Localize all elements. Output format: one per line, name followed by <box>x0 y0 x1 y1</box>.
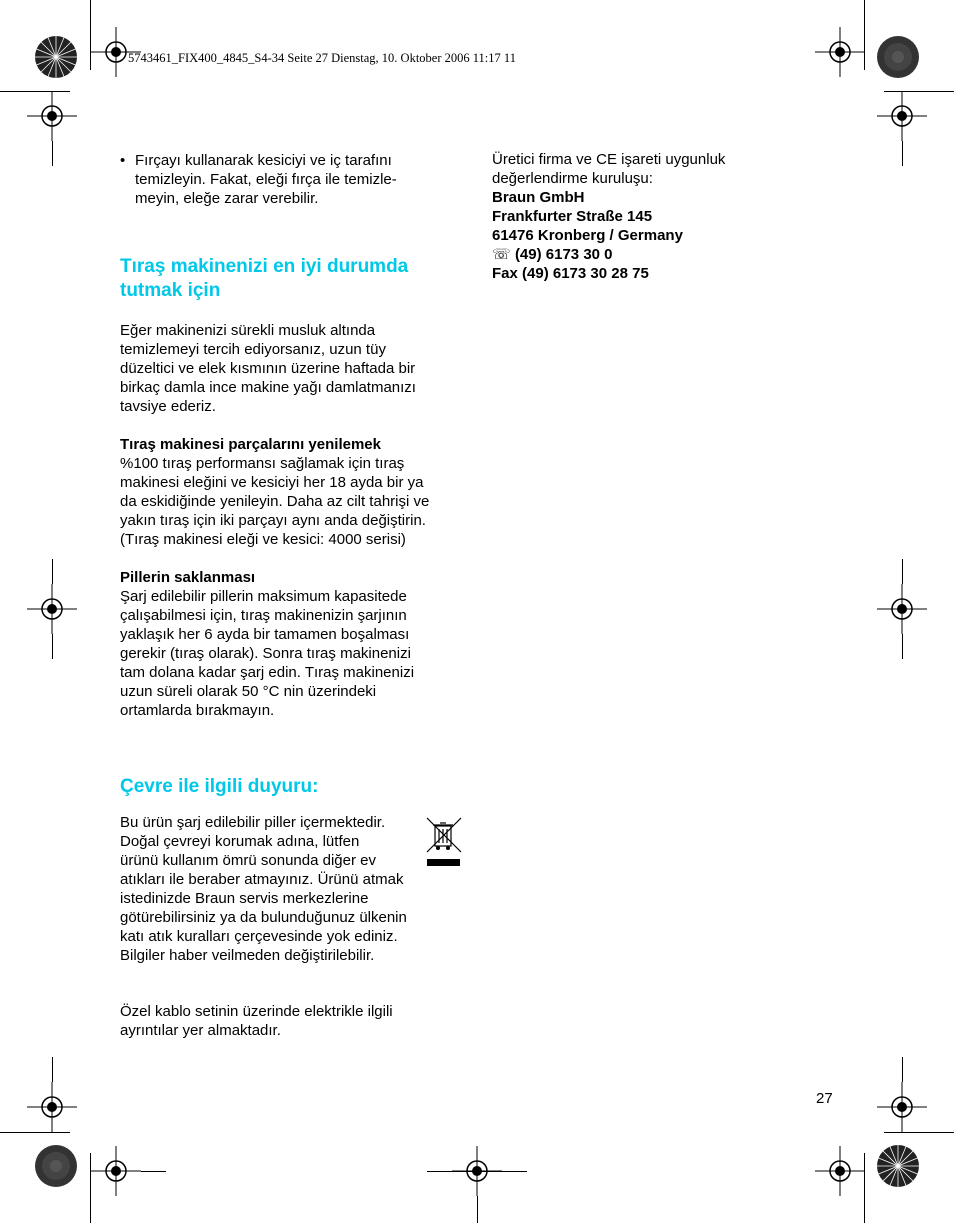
registration-mark-icon <box>877 584 927 634</box>
subheading: Tıraş makinesi parçalarını yenilemek <box>120 436 381 453</box>
text-line: çalışabilmesi için, tıraş makinenizin şarjının <box>120 607 407 624</box>
text-line: meyin, eleğe zarar verebilir. <box>135 190 319 207</box>
text-line: tam dolana kadar şarj edin. Tıraş makinenizi <box>120 664 415 681</box>
text-line: ürünü kullanım ömrü sonunda diğer ev <box>120 852 376 869</box>
phone-icon: ☏ <box>492 245 511 263</box>
text-line: Bilgiler haber veilmeden değiştirilebilir. <box>120 947 375 964</box>
text-line: götürebilirsiniz ya da bulunduğunuz ülkenin <box>120 909 407 926</box>
text-line: ayrıntılar yer almaktadır. <box>120 1022 281 1039</box>
star-target-icon <box>34 35 78 84</box>
text-line: yaklaşık her 6 ayda bir tamamen boşalması <box>120 626 410 643</box>
manufacturer-block <box>492 150 792 283</box>
text-line: uzun süreli olarak 50 °C nin üzerindeki <box>120 683 377 700</box>
registration-mark-icon <box>877 91 927 141</box>
crossed-bin-icon <box>425 817 463 869</box>
phone-number: (49) 6173 30 0 <box>514 246 613 263</box>
paragraph <box>120 1002 465 1040</box>
text-line: da eskidiğinde yenileyin. Daha az cilt tahrişi ve <box>120 493 430 510</box>
text-line: gerekir (tıraş olarak). Sonra tıraş makinenizi <box>120 645 411 662</box>
text-line: (Tıraş makinesi eleği ve kesici: 4000 serisi) <box>120 531 406 548</box>
text-line: Şarj edilebilir pillerin maksimum kapasitede <box>120 588 407 605</box>
text-line: istedinizde Braun servis merkezlerine <box>120 890 369 907</box>
trim-line <box>0 1132 70 1133</box>
trim-line <box>52 559 53 584</box>
text-line: Özel kablo setinin üzerinde elektrikle ilgili <box>120 1003 393 1020</box>
trim-line <box>52 1057 53 1082</box>
star-target-icon <box>876 35 920 84</box>
text-line: makinesi eleğini ve kesiciyi her 18 ayda bir ya <box>120 474 424 491</box>
text-line: değerlendirme kuruluşu: <box>492 170 653 187</box>
text-line: temizleyin. Fakat, eleği fırça ile temizle- <box>135 171 397 188</box>
page-number: 27 <box>816 1090 833 1107</box>
heading-line: Tıraş makinenizi en iyi durumda <box>120 256 409 277</box>
text-line: temizlemeyi tercih ediyorsanız, uzun tüy <box>120 341 386 358</box>
paragraph <box>120 813 465 965</box>
fax-line <box>492 264 792 283</box>
text-line: Doğal çevreyi korumak adına, lütfen <box>120 833 360 850</box>
trim-line <box>477 1196 478 1223</box>
text-line: Eğer makinenizi sürekli musluk altında <box>120 322 376 339</box>
paragraph <box>120 321 465 416</box>
text-line: ortamlarda bırakmayın. <box>120 702 275 719</box>
section-heading: Çevre ile ilgili duyuru: <box>120 776 319 797</box>
trim-line <box>884 1132 954 1133</box>
bullet-item <box>120 151 480 208</box>
star-target-icon <box>876 1144 920 1193</box>
trim-line <box>141 1171 166 1172</box>
text-line: Bu ürün şarj edilebilir piller içermektedir. <box>120 814 386 831</box>
trim-line <box>52 141 53 166</box>
company-name: Braun GmbH <box>492 189 585 206</box>
star-target-icon <box>34 1144 78 1193</box>
registration-mark-icon <box>27 584 77 634</box>
text-line: düzeltici ve elek kısmının üzerine haftada bir <box>120 360 416 377</box>
registration-mark-icon <box>815 27 865 77</box>
city-address: 61476 Kronberg / Germany <box>492 227 683 244</box>
text-line: • Fırçayı kullanarak kesiciyi ve iç tarafını <box>135 152 392 169</box>
text-line: Üretici firma ve CE işareti uygunluk <box>492 151 726 168</box>
text-line: atıkları ile beraber atmayınız. Ürünü atmak <box>120 871 404 888</box>
heading-line: tutmak için <box>120 280 221 301</box>
registration-mark-icon <box>27 91 77 141</box>
fax-number: (49) 6173 30 28 75 <box>522 265 649 282</box>
text-line: birkaç damla ince makine yağı damlatmanızı <box>120 379 416 396</box>
registration-mark-icon <box>27 1082 77 1132</box>
subheading: Pillerin saklanması <box>120 569 256 586</box>
text-line: tavsiye ederiz. <box>120 398 216 415</box>
trim-line <box>902 634 903 659</box>
trim-line <box>52 634 53 659</box>
registration-mark-icon <box>815 1146 865 1196</box>
registration-mark-icon <box>877 1082 927 1132</box>
text-line: yakın tıraş için iki parçayı aynı anda değiştirin. <box>120 512 426 529</box>
street-address: Frankfurter Straße 145 <box>492 208 653 225</box>
text-line: %100 tıraş performansı sağlamak için tıraş <box>120 455 405 472</box>
section-heading <box>120 255 465 303</box>
paragraph <box>120 435 465 549</box>
trim-line <box>427 1171 527 1172</box>
trim-line <box>902 1057 903 1082</box>
phone-line <box>492 245 792 264</box>
trim-line <box>902 559 903 584</box>
fax-label: Fax <box>492 265 518 282</box>
registration-mark-icon <box>91 1146 141 1196</box>
text-line: katı atık kuralları çerçevesinde yok ediniz. <box>120 928 398 945</box>
trim-line <box>902 141 903 166</box>
print-slug: 5743461_FIX400_4845_S4-34 Seite 27 Dienstag, 10. Oktober 2006 11:17 11 <box>128 51 516 65</box>
paragraph <box>120 568 465 720</box>
